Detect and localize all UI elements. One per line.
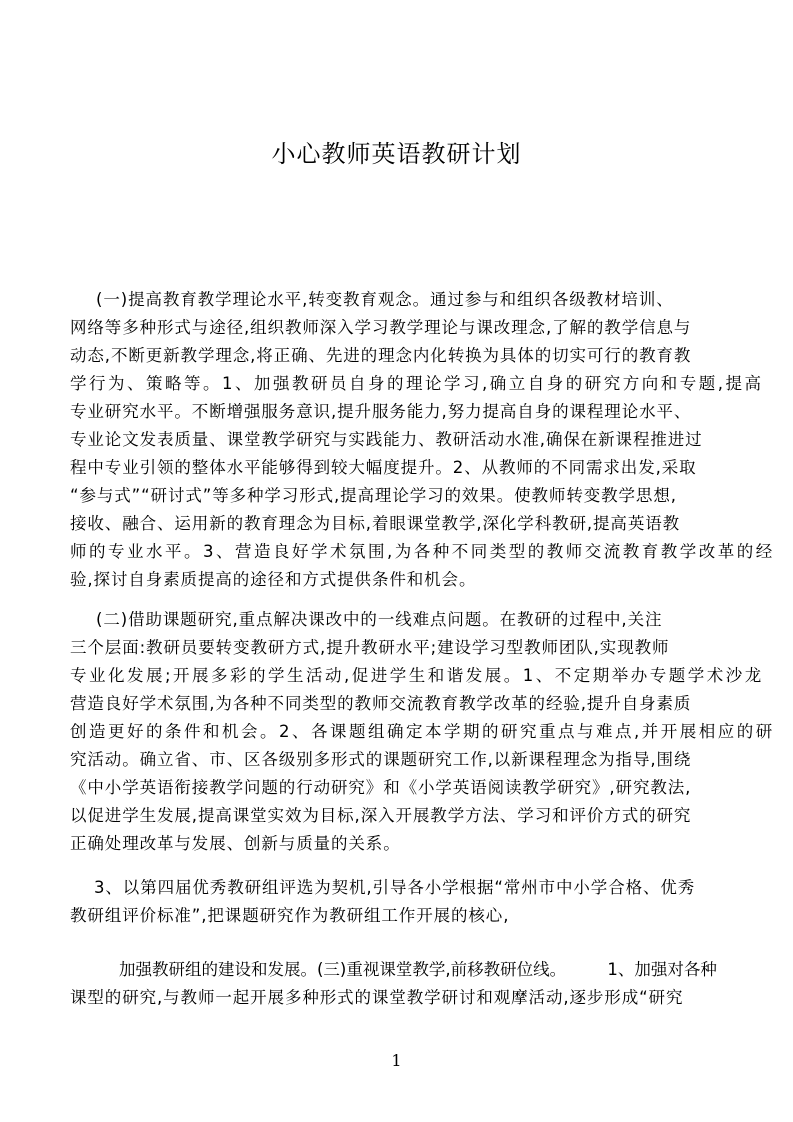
page-number: 1 (391, 1051, 402, 1070)
paragraph-line: 课型的研究,与教师一起开展多种形式的课堂教学研讨和观摩活动,逐步形成“研究 (70, 988, 684, 1007)
paragraph-line: 《中小学英语衔接教学问题的行动研究》和《小学英语阅读教学研究》,研究教法, (70, 778, 692, 797)
paragraph-line: 专业论文发表质量、课堂教学研究与实践能力、教研活动水准,确保在新课程推进过 (70, 430, 703, 449)
paragraph-2 (70, 606, 775, 858)
paragraph-line: 专业研究水平。不断增强服务意识,提升服务能力,努力提高自身的课程理论水平、 (70, 402, 692, 421)
paragraph-line: 师的专业水平。3、营造良好学术氛围,为各种不同类型的教师交流教育教学改革的经 (70, 542, 775, 561)
paragraph-4 (70, 956, 717, 1012)
paragraph-line: 以促进学生发展,提高课堂实效为目标,深入开展教学方法、学习和评价方式的研究 (70, 806, 692, 825)
paragraph-line: 学行为、策略等。1、加强教研员自身的理论学习,确立自身的研究方向和专题,提高 (70, 374, 764, 393)
paragraph-line: 专业化发展;开展多彩的学生活动,促进学生和谐发展。1、不定期举办专题学术沙龙 (70, 666, 764, 685)
paragraph-line: 接收、融合、运用新的教育理念为目标,着眼课堂教学,深化学科教研,提高英语教 (70, 514, 681, 533)
paragraph-line: 加强教研组的建设和发展。(三)重视课堂教学,前移教研位线。 1、加强对各种 (119, 960, 717, 979)
paragraph-line: 正确处理改革与发展、创新与质量的关系。 (70, 834, 401, 853)
paragraph-line: 验,探讨自身素质提高的途径和方式提供条件和机会。 (70, 570, 477, 589)
paragraph-line: (二)借助课题研究,重点解决课改中的一线难点问题。在教研的过程中,关注 (96, 610, 663, 629)
paragraph-line: 营造良好学术氛围,为各种不同类型的教师交流教育教学改革的经验,提升自身素质 (70, 694, 692, 713)
paragraph-line: 程中专业引领的整体水平能够得到较大幅度提升。2、从教师的不同需求出发,采取 (70, 458, 697, 477)
paragraph-line: “参与式”“研讨式”等多种学习形式,提高理论学习的效果。使教师转变教学思想, (70, 486, 677, 505)
paragraph-line: 动态,不断更新教学理念,将正确、先进的理念内化转换为具体的切实可行的教育教 (70, 346, 692, 365)
paragraph-line: 创造更好的条件和机会。2、各课题组确定本学期的研究重点与难点,并开展相应的研 (70, 722, 775, 741)
paragraph-line: 究活动。确立省、市、区各级别多形式的课题研究工作,以新课程理念为指导,围绕 (70, 750, 692, 769)
paragraph-line: 3、以第四届优秀教研组评选为契机,引导各小学根据“常州市中小学合格、优秀 (94, 878, 696, 897)
paragraph-3 (70, 874, 713, 930)
paragraph-line: (一)提高教育教学理论水平,转变教育观念。通过参与和组织各级教材培训、 (96, 290, 674, 309)
paragraph-line: 网络等多种形式与途径,组织教师深入学习教学理论与课改理念,了解的教学信息与 (70, 318, 692, 337)
paragraph-1 (70, 286, 775, 594)
paragraph-line: 教研组评价标准”,把课题研究作为教研组工作开展的核心, (70, 906, 510, 925)
paragraph-line: 三个层面:教研员要转变教研方式,提升教研水平;建设学习型教师团队,实现教师 (70, 638, 670, 657)
document-title: 小心教师英语教研计划 (271, 140, 522, 168)
